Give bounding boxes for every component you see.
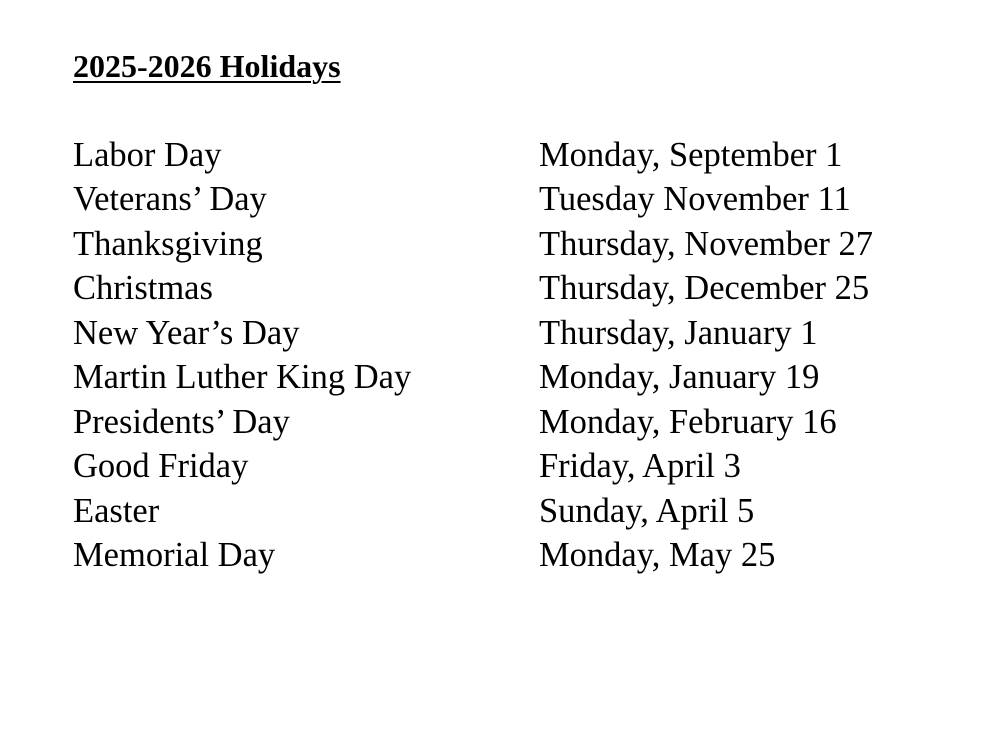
holiday-name: Presidents’ Day [73, 402, 290, 441]
holiday-name: Easter [73, 491, 160, 530]
holiday-row [73, 222, 873, 267]
holiday-date: Monday, January 19 [539, 358, 820, 397]
holiday-row [73, 489, 873, 534]
holiday-row [73, 445, 873, 490]
holiday-name: Martin Luther King Day [73, 358, 412, 397]
holiday-name: Christmas [73, 269, 213, 308]
holiday-row [73, 400, 873, 445]
holiday-row [73, 311, 873, 356]
holiday-date: Thursday, November 27 [539, 224, 874, 263]
holiday-date: Monday, February 16 [539, 402, 837, 441]
holiday-list [73, 133, 873, 578]
holiday-name: Good Friday [73, 447, 249, 486]
holiday-name: Thanksgiving [73, 224, 263, 263]
holiday-date: Thursday, January 1 [539, 313, 818, 352]
holiday-name: Labor Day [73, 135, 222, 174]
holiday-row [73, 178, 873, 223]
holiday-date: Thursday, December 25 [539, 269, 870, 308]
holiday-name: Memorial Day [73, 536, 276, 575]
holiday-row [73, 356, 873, 401]
page-title: 2025-2026 Holidays [73, 48, 341, 84]
holiday-date: Friday, April 3 [539, 447, 741, 486]
holiday-date: Sunday, April 5 [539, 491, 755, 530]
holiday-name: Veterans’ Day [73, 180, 267, 219]
holiday-row [73, 133, 873, 178]
holiday-name: New Year’s Day [73, 313, 300, 352]
holiday-row [73, 267, 873, 312]
holiday-row [73, 534, 873, 579]
holiday-date: Monday, September 1 [539, 135, 843, 174]
holiday-date: Tuesday November 11 [539, 180, 851, 219]
holiday-date: Monday, May 25 [539, 536, 776, 575]
